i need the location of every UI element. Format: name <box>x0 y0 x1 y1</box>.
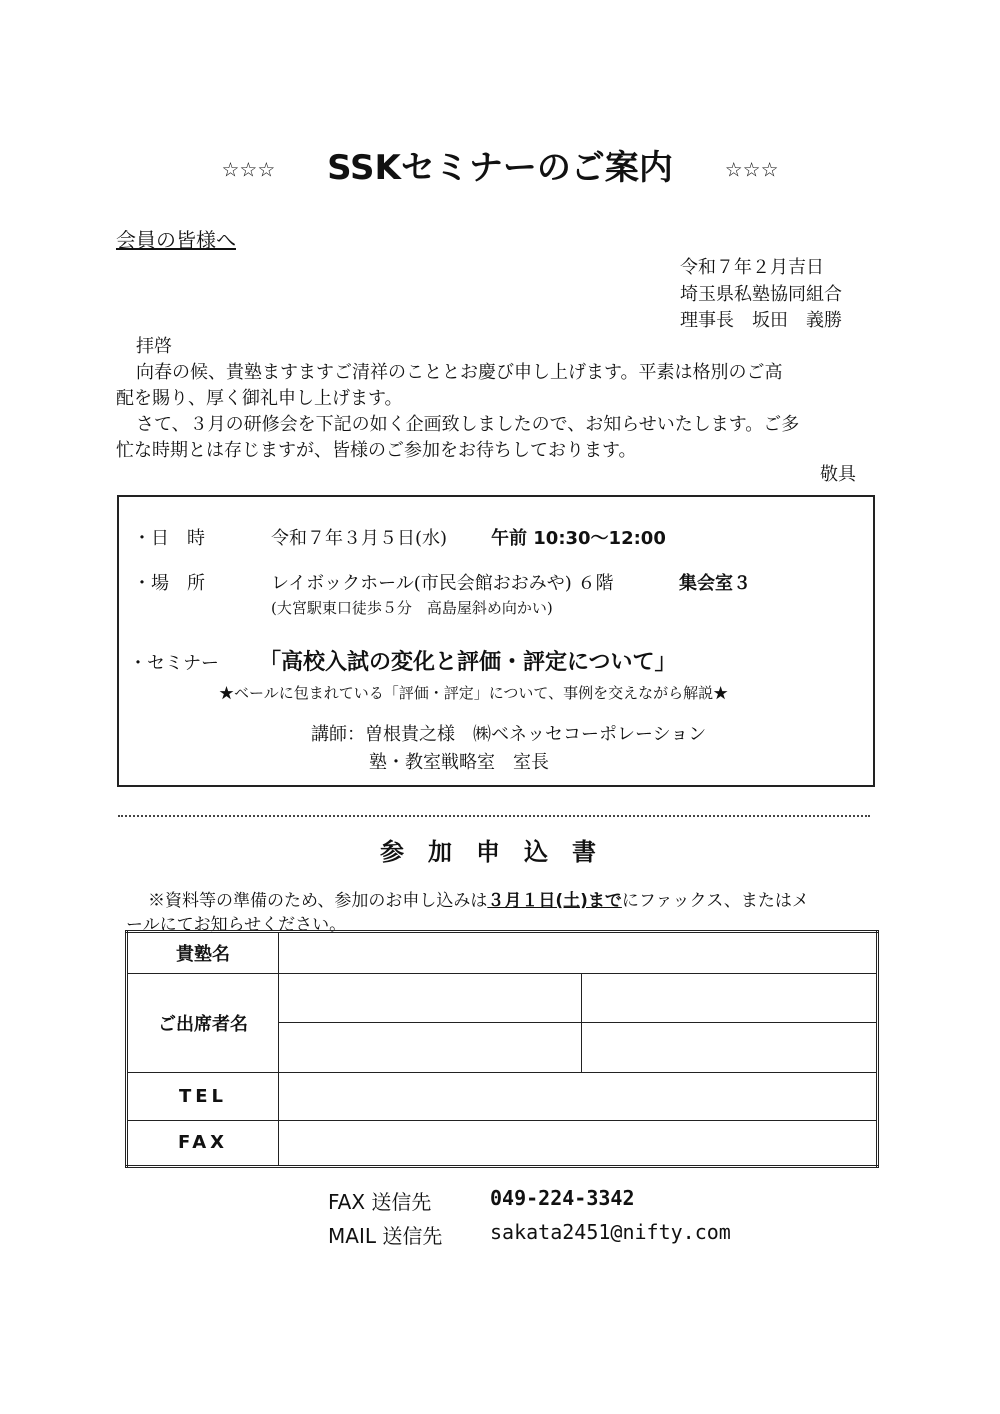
sender-person: 理事長 坂田 義勝 <box>680 310 842 331</box>
seminar-title: 「高校入試の変化と評価・評定について」 <box>259 650 677 675</box>
lecturer-line-1: 講師：曽根貴之様 ㈱ベネッセコーポレーション <box>311 724 707 745</box>
note-pre: ※資料等の準備のため、参加のお申し込みは <box>148 891 488 911</box>
note-deadline: ３月１日(土)まで <box>487 891 622 911</box>
school-name-label: 貴塾名 <box>127 932 279 974</box>
page-title <box>0 140 1000 189</box>
body-line-4: 忙な時期とは存じますが、皆様のご参加をお待ちしております。 <box>116 440 637 461</box>
mail-destination-label: MAIL 送信先 <box>328 1224 443 1248</box>
date-label: ・日 時 <box>133 528 205 549</box>
body-line-1: 向春の候、貴塾ますますご清祥のこととお慶び申し上げます。平素は格別のご高 <box>136 362 783 383</box>
room-value: 集会室３ <box>679 573 751 594</box>
place-note: (大宮駅東口徒歩５分 高島屋斜め向かい) <box>271 599 553 617</box>
body-line-2: 配を賜り、厚く御礼申し上げます。 <box>116 388 403 409</box>
body-line-3: さて、３月の研修会を下記の如く企画致しましたので、お知らせいたします。ご多 <box>136 414 800 435</box>
place-label: ・場 所 <box>133 573 205 594</box>
tel-label: TEL <box>127 1072 279 1120</box>
mail-address: sakata2451@nifty.com <box>490 1220 731 1244</box>
lecturer-line-2: 塾・教室戦略室 室長 <box>369 752 549 773</box>
stars-left: ☆☆☆ <box>221 157 276 182</box>
sender-org: 埼玉県私塾協同組合 <box>680 284 842 305</box>
title-text: SSKセミナーのご案内 <box>327 148 673 188</box>
form-note-line-2: ールにてお知らせください。 <box>126 915 347 935</box>
form-note-line-1 <box>148 886 809 911</box>
salutation: 会員の皆様へ <box>116 228 236 252</box>
opening: 拝啓 <box>136 336 172 357</box>
date-value: 令和７年３月５日(水) <box>271 528 448 549</box>
time-value: 午前 10:30〜12:00 <box>491 528 666 549</box>
seminar-description: ★ベールに包まれている「評価・評定」について、事例を交えながら解説★ <box>219 684 729 702</box>
attendee-field-3[interactable] <box>279 1023 582 1072</box>
application-form-table <box>125 930 879 1168</box>
note-post: にファックス、またはメ <box>621 891 809 911</box>
fax-label: FAX <box>127 1120 279 1166</box>
closing: 敬具 <box>820 464 856 485</box>
fax-destination-label: FAX 送信先 <box>328 1190 432 1214</box>
seminar-label: ・セミナー <box>129 653 219 674</box>
stars-right: ☆☆☆ <box>724 157 779 182</box>
school-name-field[interactable] <box>279 932 878 974</box>
attendee-field-2[interactable] <box>582 974 878 1023</box>
attendee-field-4[interactable] <box>582 1023 878 1072</box>
place-value: レイボックホール(市民会館おおみや) ６階 <box>271 573 614 594</box>
seminar-info-box <box>117 495 875 787</box>
cut-line <box>118 815 870 817</box>
tel-field[interactable] <box>279 1072 878 1120</box>
sender-date: 令和７年２月吉日 <box>680 257 824 278</box>
fax-number: 049-224-3342 <box>490 1186 635 1210</box>
fax-field[interactable] <box>279 1120 878 1166</box>
form-title: 参加申込書 <box>380 838 620 866</box>
attendee-field-1[interactable] <box>279 974 582 1023</box>
attendees-label: ご出席者名 <box>127 974 279 1072</box>
